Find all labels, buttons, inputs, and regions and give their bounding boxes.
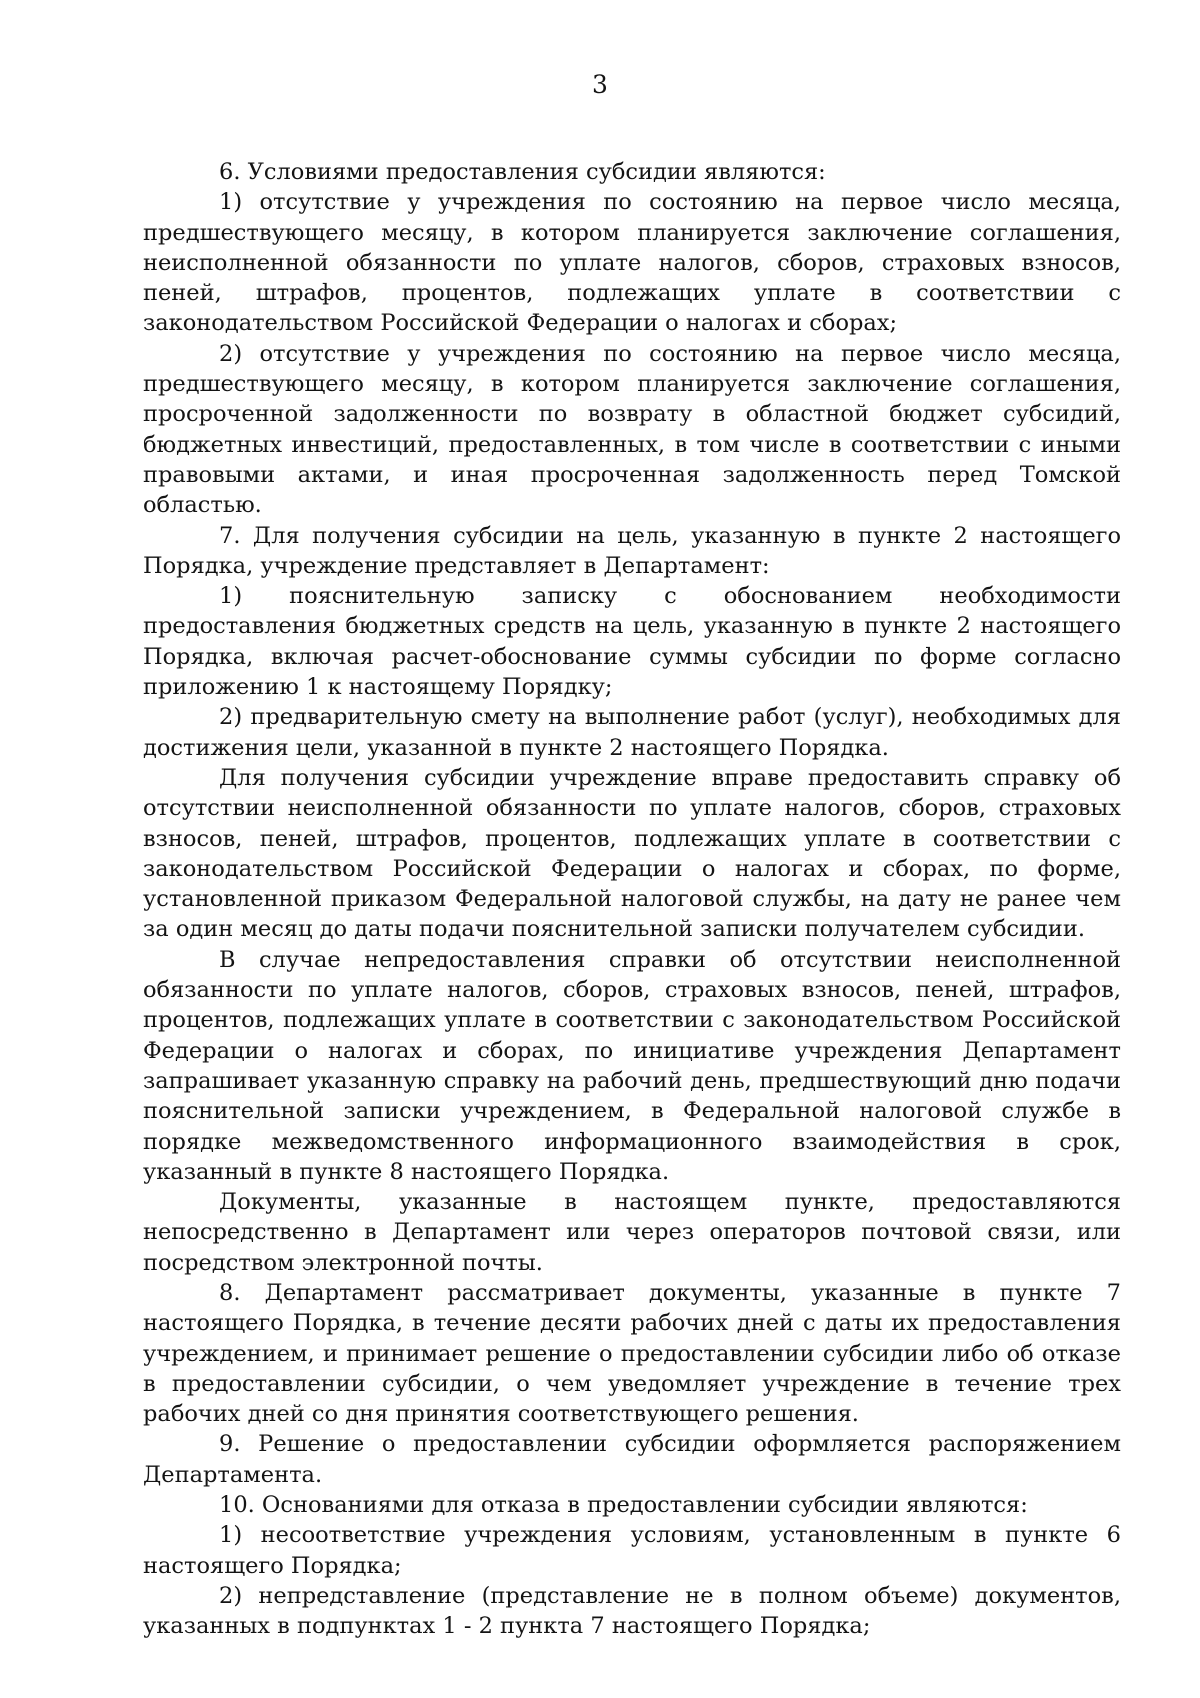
paragraph-6-heading: 6. Условиями предоставления субсидии являются:	[219, 159, 826, 185]
paragraph-6-item-1: 1) отсутствие у учреждения по состоянию на первое число месяца, предшествующего месяцу, в котором планируется заключение соглашения, неисполненной обязанности по уплате налогов, сборов, страховых взносов, пеней, штрафов, процентов, подлежащих уплате в соответствии с законодательством Российской Федерации о налогах и сборах;	[143, 189, 1121, 337]
paragraph-10-item-2: 2) непредставление (представление не в полном объеме) документов, указанных в подпунктах 1 - 2 пункта 7 настоящего Порядка;	[143, 1582, 1121, 1640]
document-body	[143, 157, 1121, 1642]
paragraph-7-item-2: 2) предварительную смету на выполнение работ (услуг), необходимых для достижения цели, указанной в пункте 2 настоящего Порядка.	[143, 704, 1121, 761]
paragraph-10-heading: 10. Основаниями для отказа в предоставлении субсидии являются:	[219, 1492, 1028, 1519]
paragraph-7-item-1: 1) пояснительную записку с обоснованием необходимости предоставления бюджетных средств на цель, указанную в пункте 2 настоящего Порядка, включая расчет-обоснование суммы субсидии по форме согласно приложению 1 к настоящему Порядку;	[143, 583, 1121, 701]
paragraph-9: 9. Решение о предоставлении субсидии оформляется распоряжением Департамента.	[143, 1431, 1121, 1488]
paragraph-7-interagency-request: В случае непредоставления справки об отсутствии неисполненной обязанности по уплате налогов, сборов, страховых взносов, пеней, штрафов, процентов, подлежащих уплате в соответствии с законодательством Российской Федерации о налогах и сборах, по инициативе учреждения Департамент запрашивает указанную справку на рабочий день, предшествующий дню подачи пояснительной записки учреждением, в Федеральной налоговой службе в порядке межведомственного информационного взаимодействия в срок, указанный в пункте 8 настоящего Порядка.	[143, 946, 1121, 1185]
page-number: 3	[592, 70, 608, 99]
paragraph-6-item-2: 2) отсутствие у учреждения по состоянию на первое число месяца, предшествующего месяцу, в котором планируется заключение соглашения, просроченной задолженности по возврату в областной бюджет субсидий, бюджетных инвестиций, предоставленных, в том числе в соответствии с иными правовыми актами, и иная просроченная задолженность перед Томской областью.	[143, 340, 1121, 519]
paragraph-10-item-1: 1) несоответствие учреждения условиям, установленным в пункте 6 настоящего Порядка;	[143, 1522, 1121, 1579]
paragraph-7-heading: 7. Для получения субсидии на цель, указанную в пункте 2 настоящего Порядка, учреждение представляет в Департамент:	[143, 522, 1121, 579]
paragraph-8: 8. Департамент рассматривает документы, указанные в пункте 7 настоящего Порядка, в течение десяти рабочих дней с даты их предоставления учреждением, и принимает решение о предоставлении субсидии либо об отказе в предоставлении субсидии, о чем уведомляет учреждение в течение трех рабочих дней со дня принятия соответствующего решения.	[143, 1279, 1121, 1428]
paragraph-7-tax-certificate: Для получения субсидии учреждение вправе предоставить справку об отсутствии неисполненной обязанности по уплате налогов, сборов, страховых взносов, пеней, штрафов, процентов, подлежащих уплате в соответствии с законодательством Российской Федерации о налогах и сборах, по форме, установленной приказом Федеральной налоговой службы, на дату не ранее чем за один месяц до даты подачи пояснительной записки получателем субсидии.	[143, 764, 1121, 943]
paragraph-7-submission: Документы, указанные в настоящем пункте, предоставляются непосредственно в Департамент или через операторов почтовой связи, или посредством электронной почты.	[143, 1189, 1121, 1276]
